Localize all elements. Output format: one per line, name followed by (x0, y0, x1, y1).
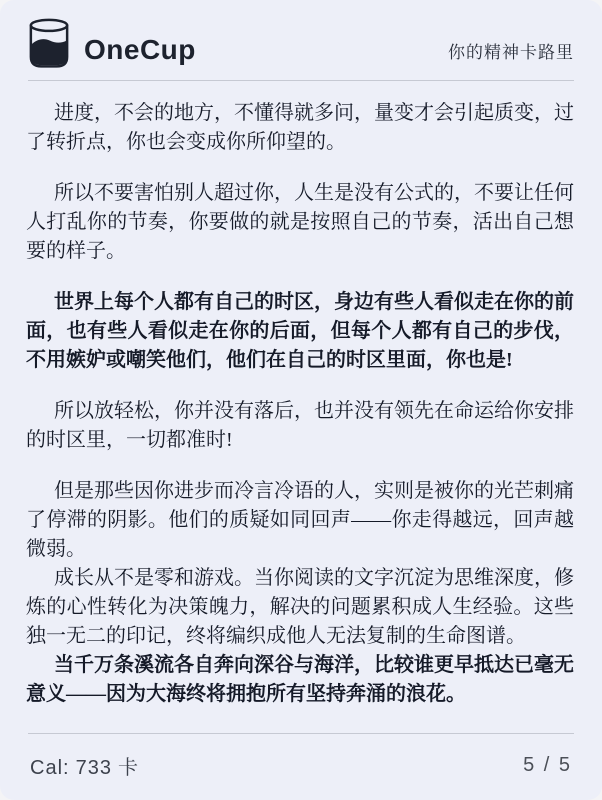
calories-unit: 卡 (117, 756, 139, 779)
header-tagline: 你的精神卡路里 (448, 43, 574, 62)
article-paragraph: 世界上每个人都有自己的时区，身边有些人看似走在你的前面，也有些人看似走在你的后面，但每个人都有自己的步伐，不用嫉妒或嘲笑他们，他们在自己的时区里面，你也是! (26, 291, 574, 371)
calories-value: 733 (75, 756, 112, 779)
app-header (0, 0, 602, 80)
article-paragraph: 但是那些因你进步而冷言冷语的人，实则是被你的光芒刺痛了停滞的阴影。他们的质疑如同回声——你走得越远，回声越微弱。 (26, 480, 574, 560)
article-paragraph: 当千万条溪流各自奔向深谷与海洋，比较谁更早抵达已毫无意义——因为大海终将拥抱所有坚持奔涌的浪花。 (26, 654, 574, 705)
article-paragraph: 成长从不是零和游戏。当你阅读的文字沉淀为思维深度，修炼的心性转化为决策魄力，解决的问题累积成人生经验。这些独一无二的印记，终将编织成他人无法复制的生命图谱。 (26, 567, 574, 647)
article-content (0, 81, 602, 733)
calories-counter (30, 751, 139, 780)
app-logo (28, 17, 196, 70)
app-name: OneCup (84, 34, 196, 65)
half-filled-cup-icon (28, 17, 70, 70)
article-paragraph: 进度，不会的地方，不懂得就多问，量变才会引起质变，过了转折点，你也会变成你所仰望的。 (26, 102, 574, 153)
article-paragraph: 所以不要害怕别人超过你，人生是没有公式的，不要让任何人打乱你的节奏，你要做的就是按照自己的节奏，活出自己想要的样子。 (26, 182, 574, 262)
page-indicator: 5 / 5 (523, 753, 572, 776)
status-bar (0, 734, 602, 800)
article-paragraph: 所以放轻松，你并没有落后，也并没有领先在命运给你安排的时区里，一切都准时! (26, 400, 574, 451)
calories-label: Cal: (30, 756, 70, 779)
